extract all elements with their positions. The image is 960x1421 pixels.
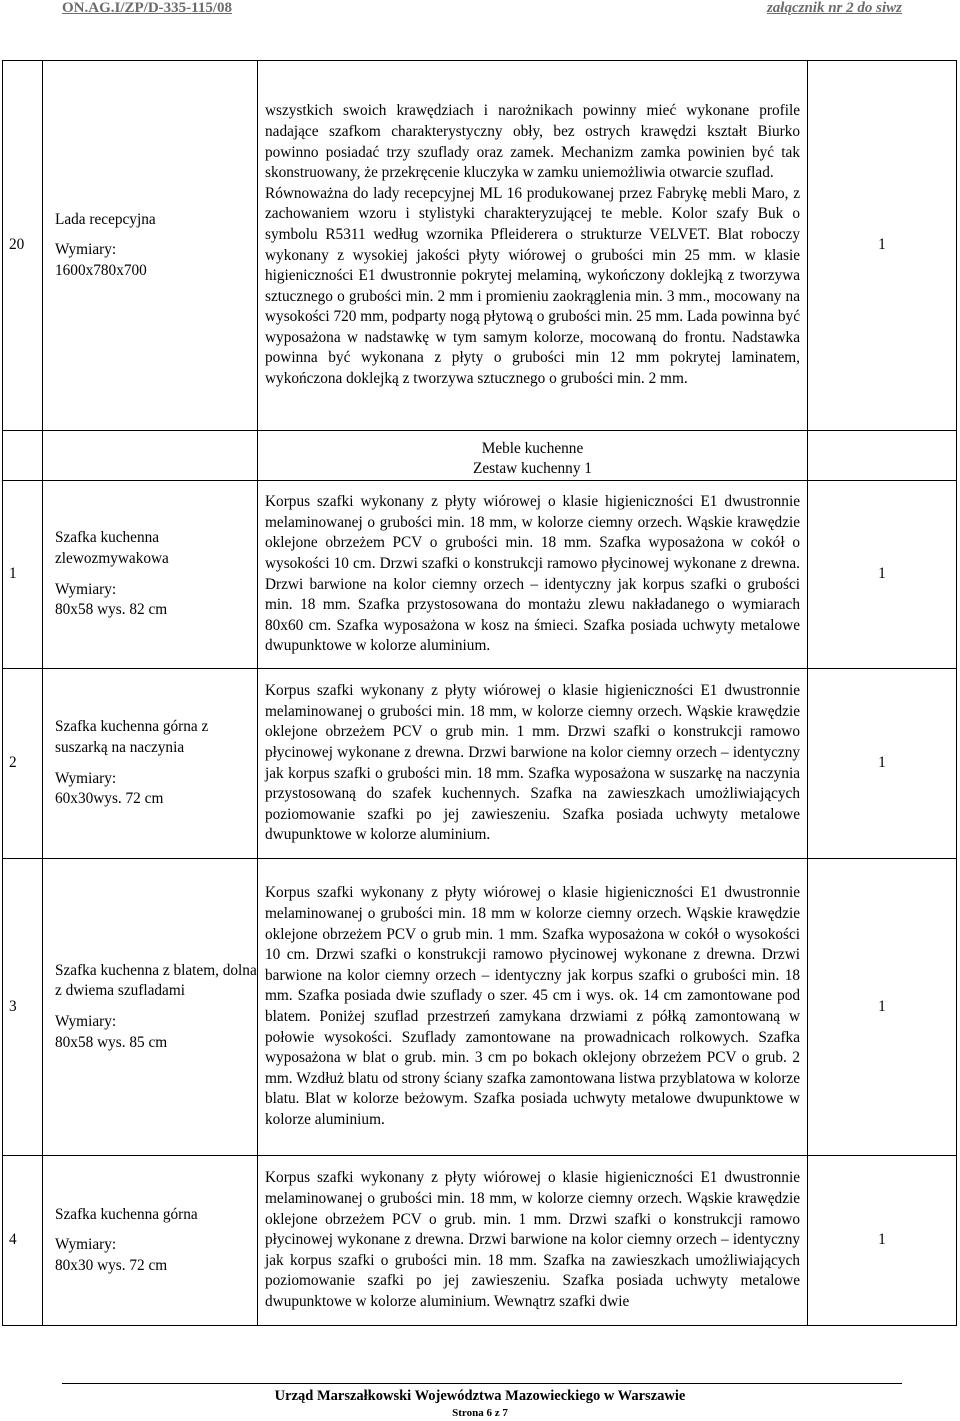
section-subtitle: Zestaw kuchenny 1 [473, 460, 592, 478]
page-number: Strona 6 z 7 [452, 1407, 508, 1419]
dimensions-label: Wymiary: [55, 1236, 117, 1254]
row-number: 20 [9, 236, 25, 254]
item-name: Szafka kuchenna zlewozmywakowa [55, 529, 169, 567]
table-row [3, 669, 957, 859]
footer-office: Urząd Marszałkowski Województwa Mazowieckiego w Warszawie [274, 1388, 686, 1404]
document-number: ON.AG.I/ZP/D-335-115/08 [62, 0, 233, 16]
table-row [3, 431, 957, 481]
item-description: Korpus szafki wykonany z płyty wiórowej o klasie higieniczności E1 dwustronnie melaminowanej o grubości min. 18 mm, w kolorze ciemny orzech. Wąskie krawędzie oklejone obrzeżem PCV o grubości min. 18 mm. Szafka wyposażona w cokół o wysokości 10 cm. Drzwi szafki o konstrukcji ramowo płycinowej wykonane z drewna. Drzwi barwione na kolor ciemny orzech – identyczny jak korpus szafki o grubości min. 18 mm. Szafka przystosowana do montażu zlewu nakładanego o wymiarach 80x60 cm. Szafka wyposażona w kosz na śmieci. Szafka posiada uchwyty metalowe dwupunktowe w kolorze aluminium. [265, 493, 800, 655]
dimensions-label: Wymiary: [55, 241, 117, 259]
table-row [3, 859, 957, 1156]
item-name: Szafka kuchenna górna z suszarką na naczynia [55, 718, 209, 756]
item-description: wszystkich swoich krawędziach i narożnikach powinny mieć wykonane profile nadające szafkom charakterystyczny obły, bez ostrych krawędzi kształt Biurko powinno posiadać trzy szuflady oraz zamek. Mechanizm zamka powinien być tak skonstruowany, że przekręcenie kluczyka w zamku uniemożliwia otwarcie szuflad. [265, 102, 800, 182]
row-number: 4 [9, 1231, 17, 1249]
dimensions-value: 80x58 wys. 85 cm [55, 1033, 168, 1051]
footer-divider [62, 1383, 902, 1384]
table-row [3, 1156, 957, 1326]
quantity: 1 [808, 859, 957, 1156]
dimensions-label: Wymiary: [55, 1013, 117, 1030]
quantity: 1 [808, 669, 957, 859]
specification-table [2, 60, 957, 1326]
table-row [3, 61, 957, 431]
item-description: Korpus szafki wykonany z płyty wiórowej o klasie higieniczności E1 dwustronnie melaminowanej o grubości min. 18 mm w kolorze ciemny orzech. Wąskie krawędzie oklejone obrzeżem PCV o grub min. 1 mm. Szafka wyposażona w cokół o wysokości 10 cm. Drzwi szafki o konstrukcji ramowo płycinowej wykonane z drewna. Drzwi barwione na kolor ciemny orzech – identyczny jak korpus szafki o grubości min. 18 mm. Szafka posiada dwie szuflady o szer. 45 cm i wys. ok. 14 cm zamontowane pod blatem. Poniżej szuflad przestrzeń zamykana drzwiami z półką zamontowaną w połowie wysokości. Szuflady zamontowane na prowadnicach rolkowych. Szafka wyposażona w blat o grub. min. 3 cm po bokach oklejony obrzeżem PCV o grub. 2 mm. Wzdłuż blatu od strony ściany szafka zamontowana listwa przyblatowa w kolorze blatu. Blat w kolorze beżowym. Szafka posiada uchwyty metalowe dwupunktowe w kolorze aluminium. [265, 884, 800, 1128]
section-title: Meble kuchenne [481, 439, 584, 457]
item-name: Lada recepcyjna [55, 210, 156, 228]
item-description: Korpus szafki wykonany z płyty wiórowej o klasie higieniczności E1 dwustronnie melaminowanej o grubości min. 18 mm, w kolorze ciemny orzech. Wąskie krawędzie oklejone obrzeżem PCV o grub. min. 1 mm. Drzwi szafki o konstrukcji ramowo płycinowej wykonane z drewna. Drzwi barwione na kolor ciemny orzech – identyczny jak korpus szafki o grubości min. 18 mm. Szafka na zawieszkach umożliwiających poziomowanie szafki po jej zawieszeniu. Szafka posiada uchwyty metalowe dwupunktowe w kolorze aluminium. Wewnątrz szafki dwie [265, 1169, 800, 1310]
item-description: Korpus szafki wykonany z płyty wiórowej o klasie higieniczności E1 dwustronnie melaminowanej o grubości min. 18 mm, w kolorze ciemny orzech. Wąskie krawędzie oklejone obrzeżem PCV o grub min. 1 mm. Drzwi szafki o konstrukcji ramowo płycinowej wykonane z drewna. Drzwi barwione na kolor ciemny orzech – identyczny jak korpus szafki o grubości min. 18 mm. Szafka wyposażona w suszarkę na naczynia przystosowaną do szafek kuchennych. Szafka na zawieszkach umożliwiających poziomowanie szafki po jej zawieszeniu. Szafka posiada uchwyty metalowe dwupunktowe w kolorze aluminium. [265, 682, 800, 844]
row-number: 2 [9, 754, 17, 772]
table-row [3, 481, 957, 669]
quantity: 1 [808, 61, 957, 431]
quantity: 1 [808, 481, 957, 669]
dimensions-label: Wymiary: [55, 580, 117, 598]
dimensions-value: 80x30 wys. 72 cm [55, 1256, 168, 1274]
item-name: Szafka kuchenna z blatem, dolna z dwiema szufladami [55, 961, 257, 1000]
dimensions-label: Wymiary: [55, 769, 117, 787]
item-description-cont: Równoważna do lady recepcyjnej ML 16 produkowanej przez Fabrykę mebli Maro, z zachowaniem wzoru i stylistyki charakteryzującej te meble. Kolor szafy Buk o symbolu R5311 według wzornika Pfleiderera o strukturze VELVET. Blat roboczy wykonany z wysokiej jakości płyty wiórowej o grubości min 25 mm. w klasie higieniczności E1 dwustronnie pokrytej melaminą, wykończony doklejką z tworzywa sztucznego o grubości min. 2 mm i promieniu zaokrąglenia min. 3 mm., mocowany na wysokości 720 mm, podparty nogą płytową o grubości min. 25 mm. Lada powinna być wyposażona w nadstawkę w tym samym kolorze, mocowaną do frontu. Nadstawka powinna być wykonana z płyty o grubości min 12 mm pokrytej laminatem, wykończona doklejką z tworzywa sztucznego o grubości min. 2 mm. [265, 184, 800, 388]
attachment-label: załącznik nr 2 do siwz [766, 0, 902, 16]
dimensions-value: 80x58 wys. 82 cm [55, 601, 168, 619]
row-number: 1 [9, 565, 17, 583]
quantity: 1 [808, 1156, 957, 1326]
dimensions-value: 1600x780x700 [55, 261, 147, 279]
row-number: 3 [9, 997, 17, 1015]
item-name: Szafka kuchenna górna [55, 1205, 198, 1223]
dimensions-value: 60x30wys. 72 cm [55, 790, 164, 808]
